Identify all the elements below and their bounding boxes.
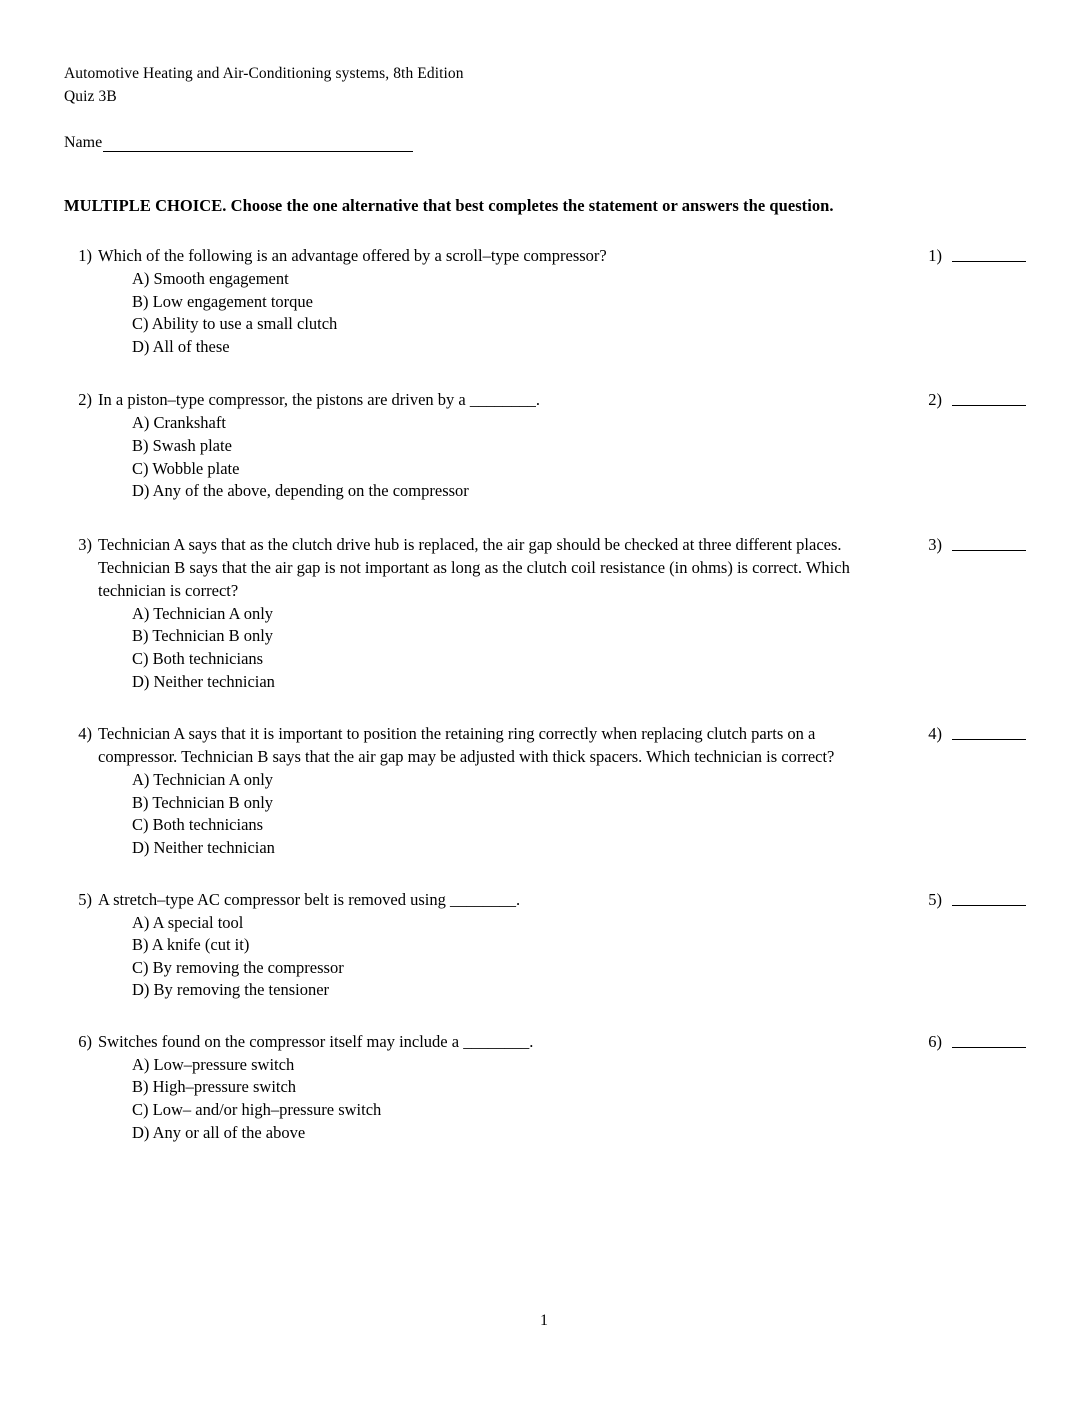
answer-blank-line[interactable] [952, 388, 1026, 406]
choice-option[interactable]: C) Ability to use a small clutch [132, 314, 338, 334]
page-number: 1 [540, 1312, 548, 1329]
choice-option[interactable]: C) Low– and/or high–pressure switch [132, 1100, 382, 1120]
choice-list [98, 268, 868, 358]
question-number: 3) [78, 534, 92, 554]
question-stem: Technician A says that it is important to position the retaining ring correctly when replacing clutch parts on a compressor. Technician B says that the air gap may be adjusted with thick spacers. Which technician is correct? [98, 724, 835, 767]
answer-slot [916, 533, 1026, 556]
answer-slot [916, 244, 1026, 267]
answer-number: 2) [928, 390, 942, 410]
answer-number: 5) [928, 889, 942, 909]
answer-number: 3) [928, 534, 942, 554]
answer-blank-line[interactable] [952, 244, 1026, 262]
choice-option[interactable]: D) All of these [132, 336, 230, 356]
choice-option[interactable]: A) Crankshaft [132, 413, 226, 433]
choice-option[interactable]: D) Any of the above, depending on the compressor [132, 481, 469, 501]
question-item [64, 244, 1026, 358]
choice-option[interactable]: C) Both technicians [132, 815, 264, 835]
choice-option[interactable]: D) By removing the tensioner [132, 980, 330, 1000]
choice-option[interactable]: C) Wobble plate [132, 458, 240, 478]
choice-list [98, 1054, 868, 1144]
answer-slot [916, 722, 1026, 745]
book-title: Automotive Heating and Air-Conditioning systems, 8th Edition [64, 65, 464, 82]
choice-list [98, 412, 868, 502]
answer-number: 4) [928, 724, 942, 744]
question-item [64, 722, 1026, 859]
question-stem: In a piston–type compressor, the pistons are driven by a ________. [98, 390, 541, 410]
answer-slot [916, 888, 1026, 911]
choice-option[interactable]: B) Swash plate [132, 435, 232, 455]
question-list [64, 244, 1026, 1144]
answer-number: 1) [928, 246, 942, 265]
question-stem: Technician A says that as the clutch drive hub is replaced, the air gap should be checked at three different places. Technician B says that the air gap is not important as long as the clutch coil resistance (in ohms) is correct. Which technician is correct? [98, 534, 850, 600]
choice-list [98, 912, 868, 1002]
answer-blank-line[interactable] [952, 888, 1026, 906]
question-stem: Which of the following is an advantage offered by a scroll–type compressor? [98, 246, 607, 265]
choice-option[interactable]: B) Technician B only [132, 626, 274, 646]
question-stem: A stretch–type AC compressor belt is removed using ________. [98, 889, 521, 909]
choice-option[interactable]: A) Low–pressure switch [132, 1054, 295, 1074]
question-stem: Switches found on the compressor itself may include a ________. [98, 1031, 534, 1051]
question-item [64, 888, 1026, 1002]
choice-option[interactable]: C) Both technicians [132, 648, 264, 668]
choice-option[interactable]: B) Technician B only [132, 792, 274, 812]
choice-list [98, 769, 868, 859]
answer-slot [916, 388, 1026, 411]
choice-option[interactable]: C) By removing the compressor [132, 957, 344, 977]
answer-blank-line[interactable] [952, 533, 1026, 551]
choice-option[interactable]: A) A special tool [132, 912, 244, 932]
question-number: 2) [78, 390, 92, 410]
name-label: Name [64, 134, 103, 151]
choice-option[interactable]: D) Neither technician [132, 671, 275, 691]
choice-option[interactable]: B) Low engagement torque [132, 291, 313, 311]
choice-option[interactable]: B) A knife (cut it) [132, 935, 250, 955]
question-number: 1) [78, 246, 92, 265]
choice-list [98, 603, 868, 693]
quiz-title: Quiz 3B [64, 88, 117, 105]
question-item [64, 388, 1026, 502]
question-item [64, 1030, 1026, 1144]
answer-number: 6) [928, 1031, 942, 1051]
document-header [64, 62, 1026, 108]
question-item [64, 533, 1026, 693]
choice-option[interactable]: B) High–pressure switch [132, 1077, 297, 1097]
choice-option[interactable]: D) Any or all of the above [132, 1122, 306, 1142]
choice-option[interactable]: D) Neither technician [132, 837, 275, 857]
answer-blank-line[interactable] [952, 722, 1026, 740]
question-number: 6) [78, 1031, 92, 1051]
answer-blank-line[interactable] [952, 1030, 1026, 1048]
name-field-row [64, 134, 1026, 152]
instructions-text: MULTIPLE CHOICE. Choose the one alternative that best completes the statement or answers the question. [64, 196, 834, 215]
answer-slot [916, 1030, 1026, 1053]
choice-option[interactable]: A) Smooth engagement [132, 269, 289, 288]
question-number: 4) [78, 724, 92, 744]
question-number: 5) [78, 889, 92, 909]
choice-option[interactable]: A) Technician A only [132, 770, 274, 790]
choice-option[interactable]: A) Technician A only [132, 603, 274, 623]
name-input-line[interactable] [103, 137, 413, 152]
